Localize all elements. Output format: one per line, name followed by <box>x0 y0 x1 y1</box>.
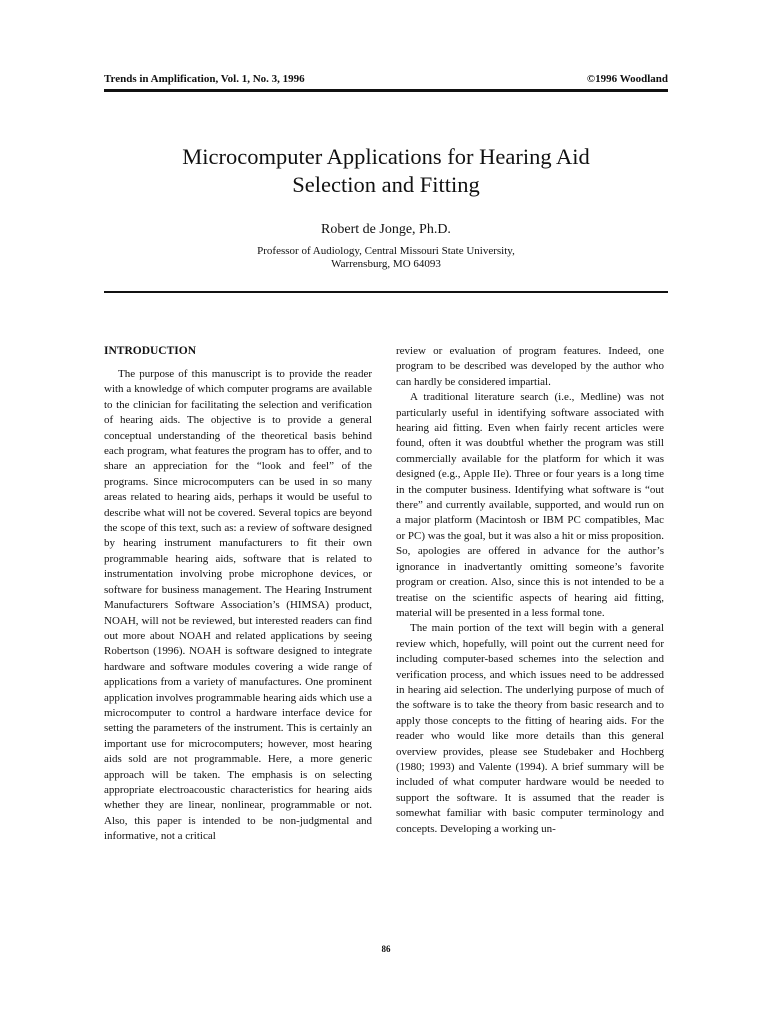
page-number: 86 <box>381 944 391 954</box>
intro-paragraph-1-continued: review or evaluation of program features. Indeed, one program to be described was developed by the author who can hardly be considered impartial. <box>396 345 664 388</box>
title-line-2: Selection and Fitting <box>292 172 480 197</box>
left-column <box>104 344 372 845</box>
intro-paragraph-2: A traditional literature search (i.e., Medline) was not particularly useful in identifying software associated with hearing aid fitting. Even when fairly recent articles were found, often it was doubtful whether the program was still commercially available for the platform for which it was designed (e.g., Apple IIe). Three or four years is a long time in the computer business. Identifying what software is “out there” and currently available, supported, and would run on a major platform (Macintosh or IBM PC compatibles, Mac or PC) was the goal, but it was also a hit or miss proposition. So, apologies are offered in advance for the author’s ignorance in inadvertantly omitting someone’s favorite program or creation. Also, since this is not intended to be a treatise on the scientific aspects of hearing aid fitting, material will be presented in a less formal tone. <box>396 391 664 619</box>
affiliation-line-1: Professor of Audiology, Central Missouri State University, <box>257 245 515 257</box>
affiliation-line-2: Warrensburg, MO 64093 <box>331 258 441 270</box>
header-rule <box>104 89 668 92</box>
title-block-rule <box>104 291 668 293</box>
intro-paragraph-1: The purpose of this manuscript is to provide the reader with a knowledge of which computer programs are available to the clinician for facilitating the selection and verification of hearing aids. The objective is to provide a general conceptual understanding of the theoretical basis behind each program, what features the program has to offer, and to share an appreciation for the “look and feel” of the programs. Since microcomputers can be used in so many areas related to hearing aids, perhaps it would be useful to describe what will not be covered. Several topics are beyond the scope of this text, such as: a review of software designed by hearing instrument manufacturers to fit their own programmable hearing aids, software that is related to instrumentation involving probe microphone devices, or software for business management. The Hearing Instrument Manufacturers Software Association’s (HIMSA) product, NOAH, will not be reviewed, but interested readers can find out more about NOAH and related applications by seeing Robertson (1996). NOAH is software designed to integrate hardware and software modules covering a wide range of applications from a variety of manufactures. One prominent application involves programmable hearing aids which use a microcomputer to control a hardware interface device for setting the parameters of the instrument. This is certainly an important use for microcomputers; however, most hearing aids sold are not programmable. Here, a more generic approach will be taken. The emphasis is on selecting appropriate electroacoustic characteristics for hearing aids whether they are linear, nonlinear, programmable or not. Also, this paper is intended to be non-judgmental and informative, not a critical <box>104 368 372 843</box>
author-affiliation <box>104 245 668 271</box>
author-name: Robert de Jonge, Ph.D. <box>321 222 451 237</box>
section-heading: INTRODUCTION <box>104 345 197 357</box>
journal-citation: Trends in Amplification, Vol. 1, No. 3, 1996 <box>104 73 305 85</box>
intro-paragraph-3: The main portion of the text will begin with a general review which, hopefully, will point out the current need for including computer-based schemes into the selection and verification process, and which issues need to be addressed in hearing aid selection. The underlying purpose of much of the software is to take the theory from basic research and to apply those concepts to the fitting of hearing aids. For the reader who would like more details than this general overview provides, please see Studebaker and Hochberg (1980; 1993) and Valente (1994). A brief summary will be included of what computer hardware would be needed to support the software. It is assumed that the reader is somewhat familiar with basic computer terminology and concepts. Developing a working un- <box>396 622 664 835</box>
title-line-1: Microcomputer Applications for Hearing Aid <box>182 144 590 169</box>
article-title <box>104 143 668 199</box>
copyright-notice: ©1996 Woodland <box>586 73 668 85</box>
running-head <box>104 72 668 86</box>
right-column <box>396 344 664 837</box>
